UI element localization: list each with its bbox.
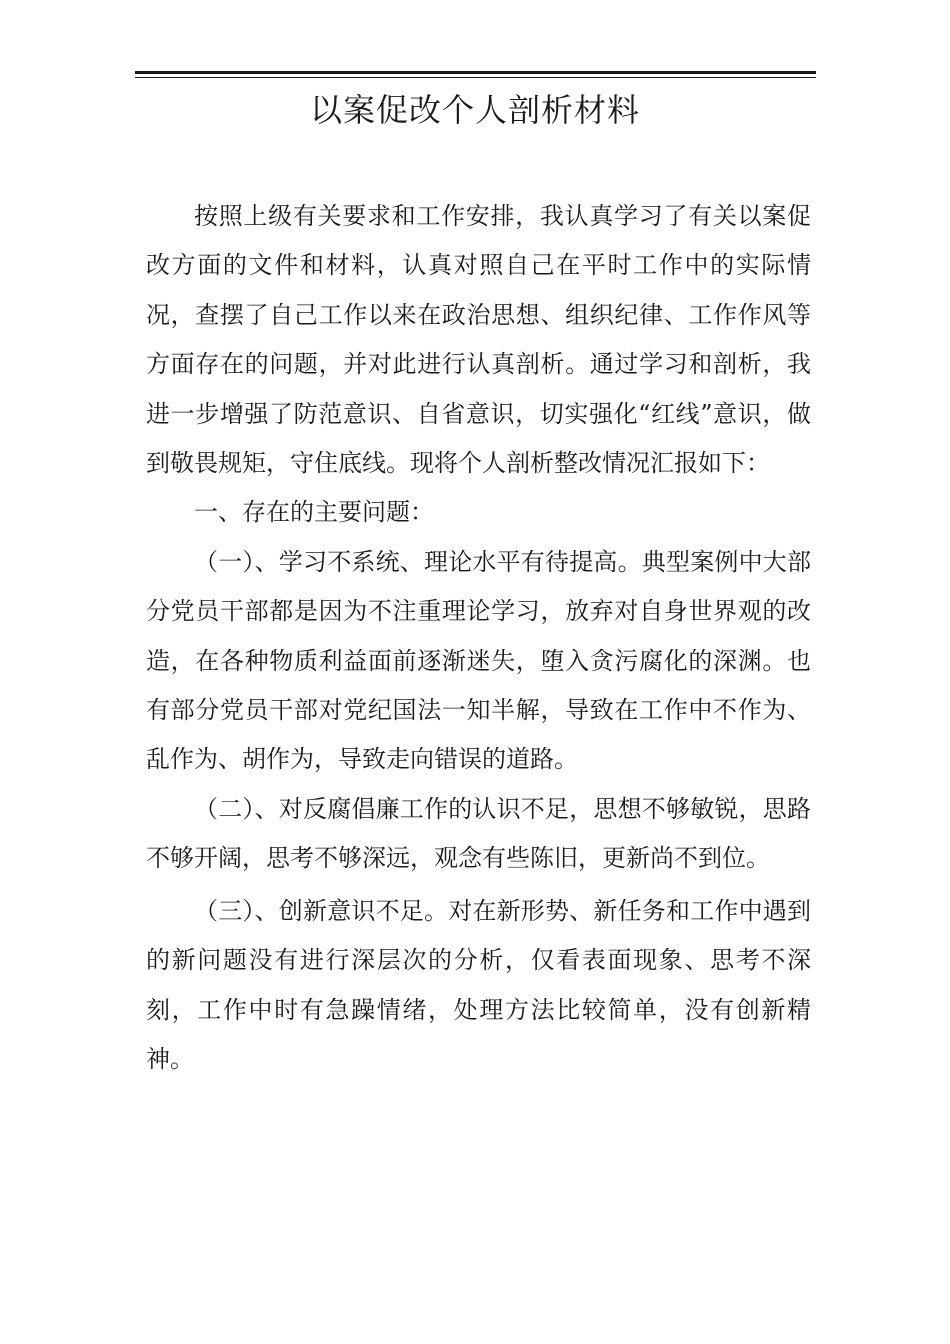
- paragraph-intro: 按照上级有关要求和工作安排，我认真学习了有关以案促改方面的文件和材料，认真对照自己在平时工作中的实际情况，查摆了自己工作以来在政治思想、组织纪律、工作作风等方面存在的问题，并对此进行认真剖析。通过学习和剖析，我进一步增强了防范意识、自省意识，切实强化“红线”意识，做到敬畏规矩，守住底线。现将个人剖析整改情况汇报如下：: [146, 202, 811, 478]
- section-heading-problems: 一、存在的主要问题：: [194, 498, 434, 527]
- document-body: [146, 192, 811, 1084]
- document-title: 以案促改个人剖析材料: [309, 91, 640, 129]
- paragraph-problem-3: （三）、创新意识不足。对在新形势、新任务和工作中遇到的新问题没有进行深层次的分析，仅看表面现象、思考不深刻，工作中时有急躁情绪，处理方法比较简单，没有创新精神。: [146, 896, 811, 1073]
- paragraph-problem-2: （二）、对反腐倡廉工作的认识不足，思想不够敏锐，思路不够开阔，思考不够深远，观念有些陈旧，更新尚不到位。: [146, 794, 811, 873]
- header-rule-thin: [135, 77, 816, 78]
- header-rule-thick: [135, 71, 816, 74]
- paragraph-problem-1: （一）、学习不系统、理论水平有待提高。典型案例中大部分党员干部都是因为不注重理论学习，放弃对自身世界观的改造，在各种物质利益面前逐渐迷失，堕入贪污腐化的深渊。也有部分党员干部对党纪国法一知半解，导致在工作中不作为、乱作为、胡作为，导致走向错误的道路。: [146, 547, 811, 774]
